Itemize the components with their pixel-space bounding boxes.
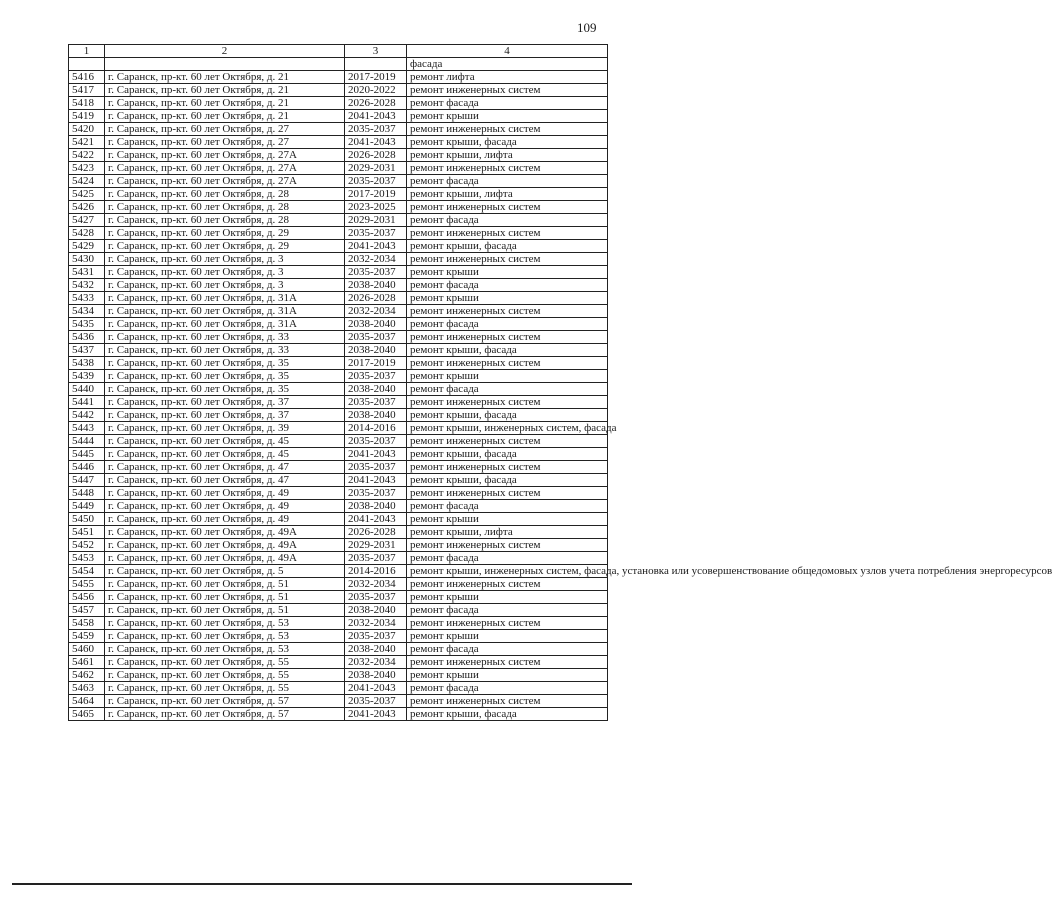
period-cell: 2032-2034 bbox=[345, 253, 407, 266]
row-number-cell: 5446 bbox=[69, 461, 105, 474]
period-cell: 2035-2037 bbox=[345, 227, 407, 240]
table-row bbox=[69, 149, 608, 162]
row-number-cell: 5453 bbox=[69, 552, 105, 565]
address-cell: г. Саранск, пр-кт. 60 лет Октября, д. 29 bbox=[105, 240, 345, 253]
period-cell: 2038-2040 bbox=[345, 604, 407, 617]
address-cell: г. Саранск, пр-кт. 60 лет Октября, д. 35 bbox=[105, 370, 345, 383]
address-cell: г. Саранск, пр-кт. 60 лет Октября, д. 49 bbox=[105, 513, 345, 526]
work-type-cell: ремонт крыши, фасада bbox=[407, 474, 608, 487]
work-type-cell: ремонт инженерных систем bbox=[407, 162, 608, 175]
table-row bbox=[69, 591, 608, 604]
address-cell: г. Саранск, пр-кт. 60 лет Октября, д. 49 bbox=[105, 487, 345, 500]
row-number-cell: 5427 bbox=[69, 214, 105, 227]
row-number-cell: 5455 bbox=[69, 578, 105, 591]
table-row bbox=[69, 370, 608, 383]
row-number-cell: 5443 bbox=[69, 422, 105, 435]
row-number-cell: 5436 bbox=[69, 331, 105, 344]
row-number-cell: 5447 bbox=[69, 474, 105, 487]
period-cell: 2038-2040 bbox=[345, 383, 407, 396]
table-row bbox=[69, 643, 608, 656]
period-cell: 2032-2034 bbox=[345, 656, 407, 669]
address-cell: г. Саранск, пр-кт. 60 лет Октября, д. 53 bbox=[105, 630, 345, 643]
work-type-cell: ремонт крыши, фасада bbox=[407, 448, 608, 461]
table-row bbox=[69, 539, 608, 552]
address-cell: г. Саранск, пр-кт. 60 лет Октября, д. 57 bbox=[105, 708, 345, 721]
work-type-cell: ремонт инженерных систем bbox=[407, 305, 608, 318]
address-cell: г. Саранск, пр-кт. 60 лет Октября, д. 21 bbox=[105, 71, 345, 84]
work-type-cell: ремонт крыши, фасада bbox=[407, 409, 608, 422]
row-number-cell: 5449 bbox=[69, 500, 105, 513]
row-number-cell: 5461 bbox=[69, 656, 105, 669]
period-cell: 2038-2040 bbox=[345, 318, 407, 331]
work-type-cell: ремонт крыши, инженерных систем, фасада, установка или усовершенствование общедомовых узлов учета потребления энергоресурсов bbox=[407, 565, 608, 578]
work-type-cell: ремонт инженерных систем bbox=[407, 84, 608, 97]
table-row bbox=[69, 526, 608, 539]
address-cell: г. Саранск, пр-кт. 60 лет Октября, д. 45 bbox=[105, 448, 345, 461]
address-cell: г. Саранск, пр-кт. 60 лет Октября, д. 55 bbox=[105, 669, 345, 682]
table-row bbox=[69, 292, 608, 305]
row-number-cell: 5425 bbox=[69, 188, 105, 201]
address-cell: г. Саранск, пр-кт. 60 лет Октября, д. 37 bbox=[105, 409, 345, 422]
table-row bbox=[69, 201, 608, 214]
address-cell: г. Саранск, пр-кт. 60 лет Октября, д. 27А bbox=[105, 149, 345, 162]
table-row bbox=[69, 123, 608, 136]
work-type-cell: ремонт фасада bbox=[407, 318, 608, 331]
continuation-empty-cell bbox=[69, 58, 105, 71]
table-row bbox=[69, 552, 608, 565]
table-row bbox=[69, 344, 608, 357]
work-type-cell: ремонт крыши, фасада bbox=[407, 240, 608, 253]
row-number-cell: 5416 bbox=[69, 71, 105, 84]
period-cell: 2029-2031 bbox=[345, 162, 407, 175]
continuation-empty-cell bbox=[345, 58, 407, 71]
work-type-cell: ремонт инженерных систем bbox=[407, 435, 608, 448]
row-number-cell: 5417 bbox=[69, 84, 105, 97]
period-cell: 2026-2028 bbox=[345, 292, 407, 305]
period-cell: 2035-2037 bbox=[345, 123, 407, 136]
header-cell-number: 1 bbox=[69, 45, 105, 58]
period-cell: 2035-2037 bbox=[345, 591, 407, 604]
table-row bbox=[69, 617, 608, 630]
period-cell: 2041-2043 bbox=[345, 682, 407, 695]
table-row bbox=[69, 604, 608, 617]
table-row bbox=[69, 84, 608, 97]
address-cell: г. Саранск, пр-кт. 60 лет Октября, д. 37 bbox=[105, 396, 345, 409]
period-cell: 2017-2019 bbox=[345, 188, 407, 201]
period-cell: 2038-2040 bbox=[345, 643, 407, 656]
period-cell: 2035-2037 bbox=[345, 695, 407, 708]
address-cell: г. Саранск, пр-кт. 60 лет Октября, д. 53 bbox=[105, 643, 345, 656]
address-cell: г. Саранск, пр-кт. 60 лет Октября, д. 21 bbox=[105, 84, 345, 97]
table-row bbox=[69, 318, 608, 331]
address-cell: г. Саранск, пр-кт. 60 лет Октября, д. 35 bbox=[105, 357, 345, 370]
address-cell: г. Саранск, пр-кт. 60 лет Октября, д. 35 bbox=[105, 383, 345, 396]
row-number-cell: 5418 bbox=[69, 97, 105, 110]
table-row bbox=[69, 331, 608, 344]
table-row bbox=[69, 97, 608, 110]
period-cell: 2029-2031 bbox=[345, 214, 407, 227]
period-cell: 2014-2016 bbox=[345, 565, 407, 578]
address-cell: г. Саранск, пр-кт. 60 лет Октября, д. 33 bbox=[105, 344, 345, 357]
period-cell: 2032-2034 bbox=[345, 578, 407, 591]
address-cell: г. Саранск, пр-кт. 60 лет Октября, д. 49А bbox=[105, 526, 345, 539]
table-row bbox=[69, 175, 608, 188]
period-cell: 2041-2043 bbox=[345, 474, 407, 487]
work-type-cell: ремонт инженерных систем bbox=[407, 227, 608, 240]
work-type-cell: ремонт инженерных систем bbox=[407, 617, 608, 630]
row-number-cell: 5419 bbox=[69, 110, 105, 123]
address-cell: г. Саранск, пр-кт. 60 лет Октября, д. 29 bbox=[105, 227, 345, 240]
work-type-cell: ремонт крыши, лифта bbox=[407, 188, 608, 201]
row-number-cell: 5452 bbox=[69, 539, 105, 552]
continuation-row bbox=[69, 58, 608, 71]
address-cell: г. Саранск, пр-кт. 60 лет Октября, д. 47 bbox=[105, 461, 345, 474]
period-cell: 2023-2025 bbox=[345, 201, 407, 214]
table-row bbox=[69, 136, 608, 149]
row-number-cell: 5458 bbox=[69, 617, 105, 630]
work-type-cell: ремонт крыши bbox=[407, 591, 608, 604]
address-cell: г. Саранск, пр-кт. 60 лет Октября, д. 53 bbox=[105, 617, 345, 630]
table-row bbox=[69, 162, 608, 175]
table-row bbox=[69, 71, 608, 84]
work-type-cell: ремонт крыши, лифта bbox=[407, 149, 608, 162]
table-row bbox=[69, 409, 608, 422]
table-row bbox=[69, 500, 608, 513]
period-cell: 2035-2037 bbox=[345, 331, 407, 344]
table-row bbox=[69, 396, 608, 409]
address-cell: г. Саранск, пр-кт. 60 лет Октября, д. 21 bbox=[105, 97, 345, 110]
row-number-cell: 5423 bbox=[69, 162, 105, 175]
row-number-cell: 5429 bbox=[69, 240, 105, 253]
row-number-cell: 5441 bbox=[69, 396, 105, 409]
address-cell: г. Саранск, пр-кт. 60 лет Октября, д. 39 bbox=[105, 422, 345, 435]
registry-table bbox=[68, 44, 1052, 721]
row-number-cell: 5442 bbox=[69, 409, 105, 422]
period-cell: 2032-2034 bbox=[345, 305, 407, 318]
row-number-cell: 5456 bbox=[69, 591, 105, 604]
header-row bbox=[69, 45, 608, 58]
row-number-cell: 5457 bbox=[69, 604, 105, 617]
table-row bbox=[69, 474, 608, 487]
period-cell: 2041-2043 bbox=[345, 708, 407, 721]
work-type-cell: ремонт инженерных систем bbox=[407, 331, 608, 344]
work-type-cell: ремонт крыши bbox=[407, 513, 608, 526]
row-number-cell: 5424 bbox=[69, 175, 105, 188]
work-type-cell: ремонт крыши, фасада bbox=[407, 344, 608, 357]
table-row bbox=[69, 110, 608, 123]
address-cell: г. Саранск, пр-кт. 60 лет Октября, д. 45 bbox=[105, 435, 345, 448]
row-number-cell: 5439 bbox=[69, 370, 105, 383]
address-cell: г. Саранск, пр-кт. 60 лет Октября, д. 3 bbox=[105, 253, 345, 266]
table-row bbox=[69, 695, 608, 708]
table-row bbox=[69, 630, 608, 643]
work-type-cell: ремонт крыши bbox=[407, 292, 608, 305]
address-cell: г. Саранск, пр-кт. 60 лет Октября, д. 28 bbox=[105, 201, 345, 214]
address-cell: г. Саранск, пр-кт. 60 лет Октября, д. 55 bbox=[105, 682, 345, 695]
row-number-cell: 5437 bbox=[69, 344, 105, 357]
row-number-cell: 5462 bbox=[69, 669, 105, 682]
table-row bbox=[69, 422, 608, 435]
row-number-cell: 5420 bbox=[69, 123, 105, 136]
period-cell: 2035-2037 bbox=[345, 370, 407, 383]
row-number-cell: 5463 bbox=[69, 682, 105, 695]
table-row bbox=[69, 279, 608, 292]
period-cell: 2038-2040 bbox=[345, 279, 407, 292]
work-type-cell: ремонт инженерных систем bbox=[407, 578, 608, 591]
table-row bbox=[69, 253, 608, 266]
page-number: 109 bbox=[577, 20, 597, 35]
period-cell: 2017-2019 bbox=[345, 71, 407, 84]
header-cell-work: 4 bbox=[407, 45, 608, 58]
address-cell: г. Саранск, пр-кт. 60 лет Октября, д. 47 bbox=[105, 474, 345, 487]
period-cell: 2041-2043 bbox=[345, 448, 407, 461]
table-row bbox=[69, 513, 608, 526]
period-cell: 2038-2040 bbox=[345, 500, 407, 513]
row-number-cell: 5430 bbox=[69, 253, 105, 266]
row-number-cell: 5448 bbox=[69, 487, 105, 500]
table-row bbox=[69, 305, 608, 318]
address-cell: г. Саранск, пр-кт. 60 лет Октября, д. 51 bbox=[105, 591, 345, 604]
period-cell: 2014-2016 bbox=[345, 422, 407, 435]
period-cell: 2035-2037 bbox=[345, 396, 407, 409]
row-number-cell: 5440 bbox=[69, 383, 105, 396]
work-type-cell: ремонт инженерных систем bbox=[407, 357, 608, 370]
row-number-cell: 5432 bbox=[69, 279, 105, 292]
period-cell: 2035-2037 bbox=[345, 266, 407, 279]
period-cell: 2041-2043 bbox=[345, 136, 407, 149]
row-number-cell: 5428 bbox=[69, 227, 105, 240]
address-cell: г. Саранск, пр-кт. 60 лет Октября, д. 57 bbox=[105, 695, 345, 708]
row-number-cell: 5460 bbox=[69, 643, 105, 656]
work-type-cell: ремонт инженерных систем bbox=[407, 253, 608, 266]
work-type-cell: ремонт фасада bbox=[407, 682, 608, 695]
work-type-cell: ремонт крыши bbox=[407, 630, 608, 643]
row-number-cell: 5435 bbox=[69, 318, 105, 331]
work-type-cell: ремонт крыши, фасада bbox=[407, 708, 608, 721]
period-cell: 2029-2031 bbox=[345, 539, 407, 552]
period-cell: 2032-2034 bbox=[345, 617, 407, 630]
table-row bbox=[69, 487, 608, 500]
table-row bbox=[69, 448, 608, 461]
work-type-cell: ремонт фасада bbox=[407, 175, 608, 188]
period-cell: 2020-2022 bbox=[345, 84, 407, 97]
address-cell: г. Саранск, пр-кт. 60 лет Октября, д. 51 bbox=[105, 578, 345, 591]
continuation-work-cell: фасада bbox=[407, 58, 608, 71]
table-row bbox=[69, 240, 608, 253]
table-row bbox=[69, 669, 608, 682]
address-cell: г. Саранск, пр-кт. 60 лет Октября, д. 51 bbox=[105, 604, 345, 617]
address-cell: г. Саранск, пр-кт. 60 лет Октября, д. 3 bbox=[105, 266, 345, 279]
work-type-cell: ремонт крыши bbox=[407, 110, 608, 123]
work-type-cell: ремонт фасада bbox=[407, 643, 608, 656]
address-cell: г. Саранск, пр-кт. 60 лет Октября, д. 33 bbox=[105, 331, 345, 344]
address-cell: г. Саранск, пр-кт. 60 лет Октября, д. 31А bbox=[105, 305, 345, 318]
work-type-cell: ремонт инженерных систем bbox=[407, 396, 608, 409]
address-cell: г. Саранск, пр-кт. 60 лет Октября, д. 49 bbox=[105, 500, 345, 513]
table-row bbox=[69, 266, 608, 279]
address-cell: г. Саранск, пр-кт. 60 лет Октября, д. 3 bbox=[105, 279, 345, 292]
table-row bbox=[69, 565, 608, 578]
row-number-cell: 5421 bbox=[69, 136, 105, 149]
work-type-cell: ремонт инженерных систем bbox=[407, 123, 608, 136]
table-row bbox=[69, 461, 608, 474]
table-row bbox=[69, 708, 608, 721]
address-cell: г. Саранск, пр-кт. 60 лет Октября, д. 55 bbox=[105, 656, 345, 669]
work-type-cell: ремонт крыши bbox=[407, 266, 608, 279]
row-number-cell: 5434 bbox=[69, 305, 105, 318]
address-cell: г. Саранск, пр-кт. 60 лет Октября, д. 27А bbox=[105, 175, 345, 188]
period-cell: 2026-2028 bbox=[345, 526, 407, 539]
address-cell: г. Саранск, пр-кт. 60 лет Октября, д. 5 bbox=[105, 565, 345, 578]
period-cell: 2041-2043 bbox=[345, 110, 407, 123]
row-number-cell: 5450 bbox=[69, 513, 105, 526]
period-cell: 2038-2040 bbox=[345, 669, 407, 682]
work-type-cell: ремонт инженерных систем bbox=[407, 201, 608, 214]
row-number-cell: 5451 bbox=[69, 526, 105, 539]
table-row bbox=[69, 682, 608, 695]
table-row bbox=[69, 578, 608, 591]
period-cell: 2035-2037 bbox=[345, 630, 407, 643]
header-cell-address: 2 bbox=[105, 45, 345, 58]
address-cell: г. Саранск, пр-кт. 60 лет Октября, д. 31А bbox=[105, 292, 345, 305]
table-row bbox=[69, 656, 608, 669]
work-type-cell: ремонт инженерных систем bbox=[407, 461, 608, 474]
row-number-cell: 5445 bbox=[69, 448, 105, 461]
row-number-cell: 5438 bbox=[69, 357, 105, 370]
address-cell: г. Саранск, пр-кт. 60 лет Октября, д. 28 bbox=[105, 214, 345, 227]
work-type-cell: ремонт фасада bbox=[407, 383, 608, 396]
address-cell: г. Саранск, пр-кт. 60 лет Октября, д. 27А bbox=[105, 162, 345, 175]
work-type-cell: ремонт фасада bbox=[407, 97, 608, 110]
work-type-cell: ремонт крыши bbox=[407, 669, 608, 682]
table-row bbox=[69, 227, 608, 240]
footer-divider bbox=[12, 883, 632, 885]
work-type-cell: ремонт фасада bbox=[407, 604, 608, 617]
period-cell: 2035-2037 bbox=[345, 487, 407, 500]
period-cell: 2026-2028 bbox=[345, 97, 407, 110]
row-number-cell: 5464 bbox=[69, 695, 105, 708]
address-cell: г. Саранск, пр-кт. 60 лет Октября, д. 21 bbox=[105, 110, 345, 123]
address-cell: г. Саранск, пр-кт. 60 лет Октября, д. 49А bbox=[105, 539, 345, 552]
period-cell: 2038-2040 bbox=[345, 344, 407, 357]
period-cell: 2035-2037 bbox=[345, 552, 407, 565]
work-type-cell: ремонт лифта bbox=[407, 71, 608, 84]
table-body bbox=[69, 58, 1052, 721]
continuation-empty-cell bbox=[105, 58, 345, 71]
work-type-cell: ремонт инженерных систем bbox=[407, 656, 608, 669]
period-cell: 2041-2043 bbox=[345, 513, 407, 526]
work-type-cell: ремонт инженерных систем bbox=[407, 539, 608, 552]
row-number-cell: 5426 bbox=[69, 201, 105, 214]
work-type-cell: ремонт крыши bbox=[407, 370, 608, 383]
period-cell: 2035-2037 bbox=[345, 461, 407, 474]
work-type-cell: ремонт фасада bbox=[407, 279, 608, 292]
period-cell: 2035-2037 bbox=[345, 175, 407, 188]
period-cell: 2026-2028 bbox=[345, 149, 407, 162]
period-cell: 2038-2040 bbox=[345, 409, 407, 422]
work-type-cell: ремонт фасада bbox=[407, 214, 608, 227]
row-number-cell: 5444 bbox=[69, 435, 105, 448]
work-type-cell: ремонт крыши, фасада bbox=[407, 136, 608, 149]
period-cell: 2041-2043 bbox=[345, 240, 407, 253]
table-row bbox=[69, 435, 608, 448]
table-row bbox=[69, 214, 608, 227]
row-number-cell: 5431 bbox=[69, 266, 105, 279]
address-cell: г. Саранск, пр-кт. 60 лет Октября, д. 31А bbox=[105, 318, 345, 331]
work-type-cell: ремонт инженерных систем bbox=[407, 695, 608, 708]
address-cell: г. Саранск, пр-кт. 60 лет Октября, д. 49А bbox=[105, 552, 345, 565]
address-cell: г. Саранск, пр-кт. 60 лет Октября, д. 27 bbox=[105, 136, 345, 149]
row-number-cell: 5422 bbox=[69, 149, 105, 162]
work-type-cell: ремонт инженерных систем bbox=[407, 487, 608, 500]
work-type-cell: ремонт крыши, инженерных систем, фасада bbox=[407, 422, 608, 435]
work-type-cell: ремонт фасада bbox=[407, 500, 608, 513]
row-number-cell: 5465 bbox=[69, 708, 105, 721]
period-cell: 2035-2037 bbox=[345, 435, 407, 448]
header-cell-period: 3 bbox=[345, 45, 407, 58]
work-type-cell: ремонт крыши, лифта bbox=[407, 526, 608, 539]
table-row bbox=[69, 383, 608, 396]
work-type-cell: ремонт фасада bbox=[407, 552, 608, 565]
row-number-cell: 5459 bbox=[69, 630, 105, 643]
row-number-cell: 5454 bbox=[69, 565, 105, 578]
table-row bbox=[69, 357, 608, 370]
address-cell: г. Саранск, пр-кт. 60 лет Октября, д. 27 bbox=[105, 123, 345, 136]
period-cell: 2017-2019 bbox=[345, 357, 407, 370]
row-number-cell: 5433 bbox=[69, 292, 105, 305]
address-cell: г. Саранск, пр-кт. 60 лет Октября, д. 28 bbox=[105, 188, 345, 201]
table-row bbox=[69, 188, 608, 201]
